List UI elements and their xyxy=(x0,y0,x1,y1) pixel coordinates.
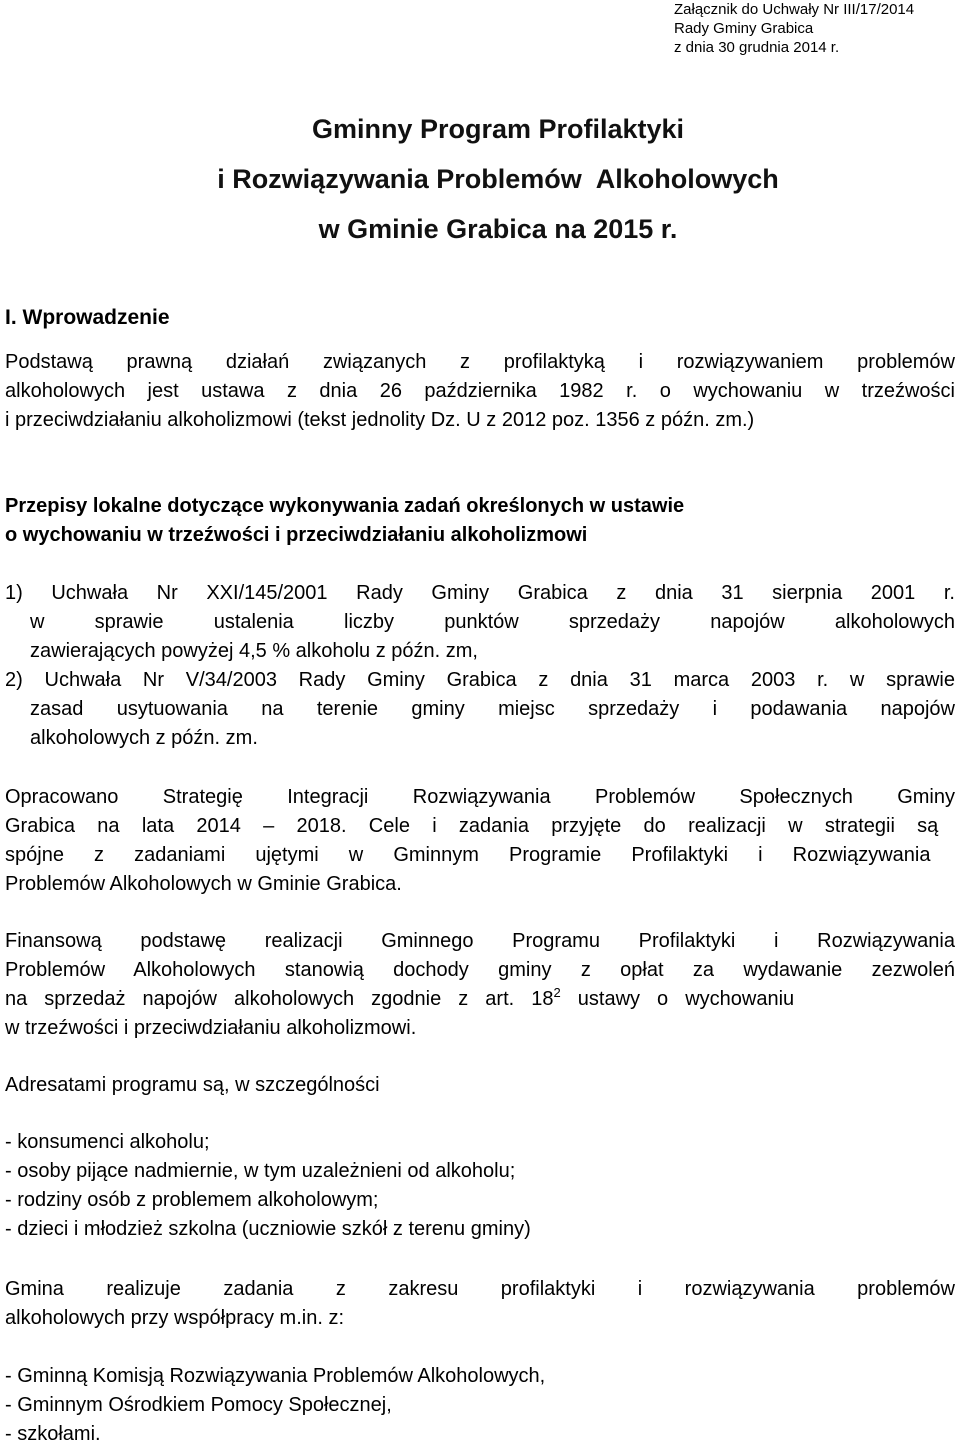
addressees-heading: Adresatami programu są, w szczególności xyxy=(5,1074,380,1096)
paragraph-line xyxy=(5,812,955,841)
paragraph-line xyxy=(5,956,955,985)
resolution-item-line xyxy=(5,695,955,724)
resolution-text: 1) Uchwała Nr XXI/145/2001 Rady Gminy Grabica z dnia 31 sierpnia 2001 r. xyxy=(5,582,955,604)
paragraph-text: Gmina realizuje zadania z zakresu profilaktyki i rozwiązywania problemów xyxy=(5,1278,955,1300)
attachment-note-line: z dnia 30 grudnia 2014 r. xyxy=(674,39,840,56)
paragraph-line xyxy=(5,377,955,406)
resolution-text: zawierających powyżej 4,5 % alkoholu z późn. zm, xyxy=(30,640,478,662)
resolution-text: w sprawie ustalenia liczby punktów sprzedaży napojów alkoholowych xyxy=(30,611,955,633)
attachment-note-line: Załącznik do Uchwały Nr III/17/2014 xyxy=(674,1,915,18)
paragraph-line xyxy=(5,927,955,956)
paragraph-line xyxy=(5,985,955,1014)
list-item: - szkołami. xyxy=(5,1423,101,1445)
paragraph-text: Opracowano Strategię Integracji Rozwiązywania Problemów Społecznych Gminy xyxy=(5,786,955,808)
resolution-text: 2) Uchwała Nr V/34/2003 Rady Gminy Grabica z dnia 31 marca 2003 r. w sprawie xyxy=(5,669,955,691)
section-local-rules xyxy=(5,492,955,753)
paragraph-text: Podstawą prawną działań związanych z profilaktyką i rozwiązywaniem problemów xyxy=(5,351,955,373)
list-item: - dzieci i młodzież szkolna (uczniowie szkół z terenu gminy) xyxy=(5,1218,531,1240)
title-line: Gminny Program Profilaktyki xyxy=(311,114,685,144)
paragraph-line xyxy=(5,1014,955,1043)
list-item: - Gminnym Ośrodkiem Pomocy Społecznej, xyxy=(5,1394,392,1416)
attachment-note xyxy=(674,0,914,57)
section-financing xyxy=(5,927,955,1043)
paragraph-line xyxy=(5,1275,955,1304)
paragraph-line xyxy=(5,1304,955,1333)
title-line: w Gminie Grabica na 2015 r. xyxy=(318,214,678,244)
list-item: - konsumenci alkoholu; xyxy=(5,1131,210,1153)
document-title xyxy=(0,104,960,254)
paragraph-text: Problemów Alkoholowych stanowią dochody gminy z opłat za wydawanie zezwoleń xyxy=(5,959,955,981)
paragraph-line xyxy=(5,348,955,377)
paragraph-text: ustawy o wychowaniu xyxy=(560,988,795,1010)
section-strategy xyxy=(5,783,955,899)
list-item: - rodziny osób z problemem alkoholowym; xyxy=(5,1189,379,1211)
resolution-text: alkoholowych z późn. zm. xyxy=(30,727,258,749)
section-addressees xyxy=(5,1071,955,1244)
resolution-item-line xyxy=(5,608,955,637)
section-introduction xyxy=(5,303,955,435)
local-rules-heading: Przepisy lokalne dotyczące wykonywania zadań określonych w ustawie xyxy=(5,495,685,517)
title-line: i Rozwiązywania Problemów Alkoholowych xyxy=(217,164,779,194)
resolution-item-line xyxy=(5,724,955,753)
paragraph-text: alkoholowych przy współpracy m.in. z: xyxy=(5,1307,345,1329)
paragraph-text: Grabica na lata 2014 – 2018. Cele i zadania przyjęte do realizacji w strategii są xyxy=(5,815,939,837)
attachment-note-line: Rady Gminy Grabica xyxy=(674,20,814,37)
paragraph-line xyxy=(5,870,955,899)
local-rules-heading: o wychowaniu w trzeźwości i przeciwdziałaniu alkoholizmowi xyxy=(5,524,588,546)
paragraph-line xyxy=(5,783,955,812)
paragraph-line xyxy=(5,406,955,435)
section-heading: I. Wprowadzenie xyxy=(5,306,170,329)
paragraph-text: na sprzedaż napojów alkoholowych zgodnie z art. 18 xyxy=(5,988,554,1010)
paragraph-text: Finansową podstawę realizacji Gminnego Programu Profilaktyki i Rozwiązywania xyxy=(5,930,955,952)
paragraph-text: Problemów Alkoholowych w Gminie Grabica. xyxy=(5,873,402,895)
addressees-list xyxy=(5,1128,955,1244)
resolution-item-line xyxy=(5,579,955,608)
cooperation-list xyxy=(5,1362,955,1449)
paragraph-text-combo xyxy=(5,985,794,1014)
paragraph-text: alkoholowych jest ustawa z dnia 26 października 1982 r. o wychowaniu w trzeźwości xyxy=(5,380,955,402)
list-item: - osoby pijące nadmiernie, w tym uzależnieni od alkoholu; xyxy=(5,1160,516,1182)
resolution-text: zasad usytuowania na terenie gminy miejsc sprzedaży i podawania napojów xyxy=(30,698,955,720)
paragraph-text: i przeciwdziałaniu alkoholizmowi (tekst jednolity Dz. U z 2012 poz. 1356 z późn. zm.) xyxy=(5,409,755,431)
paragraph-text: w trzeźwości i przeciwdziałaniu alkoholizmowi. xyxy=(5,1017,417,1039)
article-superscript: 2 xyxy=(553,985,561,1000)
paragraph-line xyxy=(5,841,955,870)
resolution-item-line xyxy=(5,666,955,695)
paragraph-text: spójne z zadaniami ujętymi w Gminnym Programie Profilaktyki i Rozwiązywania xyxy=(5,844,931,866)
resolution-item-line xyxy=(5,637,955,666)
section-cooperation xyxy=(5,1275,955,1449)
list-item: - Gminną Komisją Rozwiązywania Problemów Alkoholowych, xyxy=(5,1365,546,1387)
